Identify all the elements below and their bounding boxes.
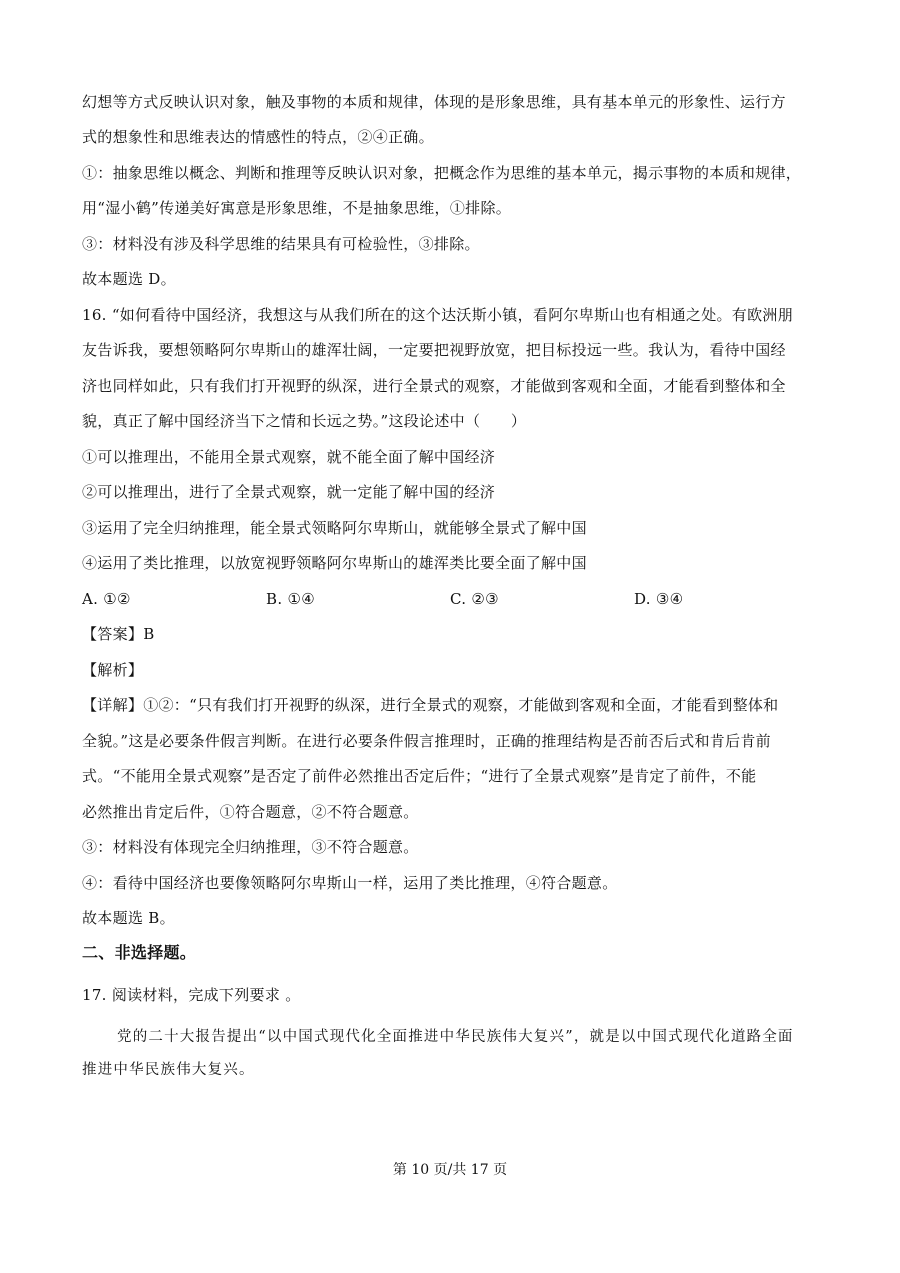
q16-detail-line-6: ④：看待中国经济也要像领略阿尔卑斯山一样，运用了类比推理，④符合题意。 [82,874,618,892]
q16-detail-line-3: 式。“不能用全景式观察”是否定了前件必然推出否定后件；“进行了全景式观察”是肯定了前件，不能 [82,767,757,785]
q16-item-1: ①可以推理出，不能用全景式观察，就不能全面了解中国经济 [82,448,496,466]
prev-explanation-line-3: ①：抽象思维以概念、判断和推理等反映认识对象，把概念作为思维的基本单元，揭示事物的本质和规律， [82,164,802,182]
q16-detail-line-4: 必然推出肯定后件，①符合题意，②不符合题意。 [82,803,419,821]
q16-detail-line-2: 全貌。”这是必要条件假言判断。在进行必要条件假言推理时，正确的推理结构是否前否后式和肯后肯前 [82,732,771,750]
q16-item-4: ④运用了类比推理，以放宽视野领略阿尔卑斯山的雄浑类比要全面了解中国 [82,554,587,572]
prev-conclusion: 故本题选 D。 [82,270,176,288]
prev-explanation-line-5: ③：材料没有涉及科学思维的结果具有可检验性，③排除。 [82,235,480,253]
section-heading: 二、非选择题。 [82,943,197,962]
q16-item-3: ③运用了完全归纳推理，能全景式领略阿尔卑斯山，就能够全景式了解中国 [82,519,587,537]
q16-stem-line-2: 友告诉我，要想领略阿尔卑斯山的雄浑壮阔，一定要把视野放宽，把目标投远一些。我认为，看待中国经 [82,341,786,359]
q17-material-line-2: 推进中华民族伟大复兴。 [82,1062,255,1078]
option-a: A. ①② [82,590,131,608]
q17-stem: 17. 阅读材料，完成下列要求 。 [82,986,301,1004]
q16-detail-line-5: ③：材料没有体现完全归纳推理，③不符合题意。 [82,838,419,856]
page-footer: 第 10 页/共 17 页 [392,1162,508,1178]
q16-detail-line-1: 【详解】①②：“只有我们打开视野的纵深，进行全景式的观察，才能做到客观和全面，才能看到整体和 [82,696,779,714]
q16-answer: 【答案】B [82,625,155,643]
option-d: D. ③④ [634,590,684,608]
q16-conclusion: 故本题选 B。 [82,909,175,927]
q16-item-2: ②可以推理出，进行了全景式观察，就一定能了解中国的经济 [82,483,496,501]
prev-explanation-line-1: 幻想等方式反映认识对象，触及事物的本质和规律，体现的是形象思维，具有基本单元的形象性、运行方 [82,93,786,111]
option-c: C. ②③ [450,590,499,608]
q16-stem-line-3: 济也同样如此，只有我们打开视野的纵深，进行全景式的观察，才能做到客观和全面，才能看到整体和全 [82,377,786,395]
q17-material-line-1: 党的二十大报告提出“以中国式现代化全面推进中华民族伟大复兴”，就是以中国式现代化道路全面 [117,1029,794,1045]
prev-explanation-line-2: 式的想象性和思维表达的情感性的特点，②④正确。 [82,128,434,146]
q16-stem-line-4: 貌，真正了解中国经济当下之情和长远之势。”这段论述中（ ） [82,412,527,430]
prev-explanation-line-4: 用“湿小鹤”传递美好寓意是形象思维，不是抽象思维，①排除。 [82,199,512,217]
option-b: B. ①④ [266,590,315,608]
q16-analysis-label: 【解析】 [82,661,144,679]
q16-stem-line-1: 16. “如何看待中国经济，我想这与从我们所在的这个达沃斯小镇，看阿尔卑斯山也有相通之处。有欧洲朋 [82,306,793,324]
